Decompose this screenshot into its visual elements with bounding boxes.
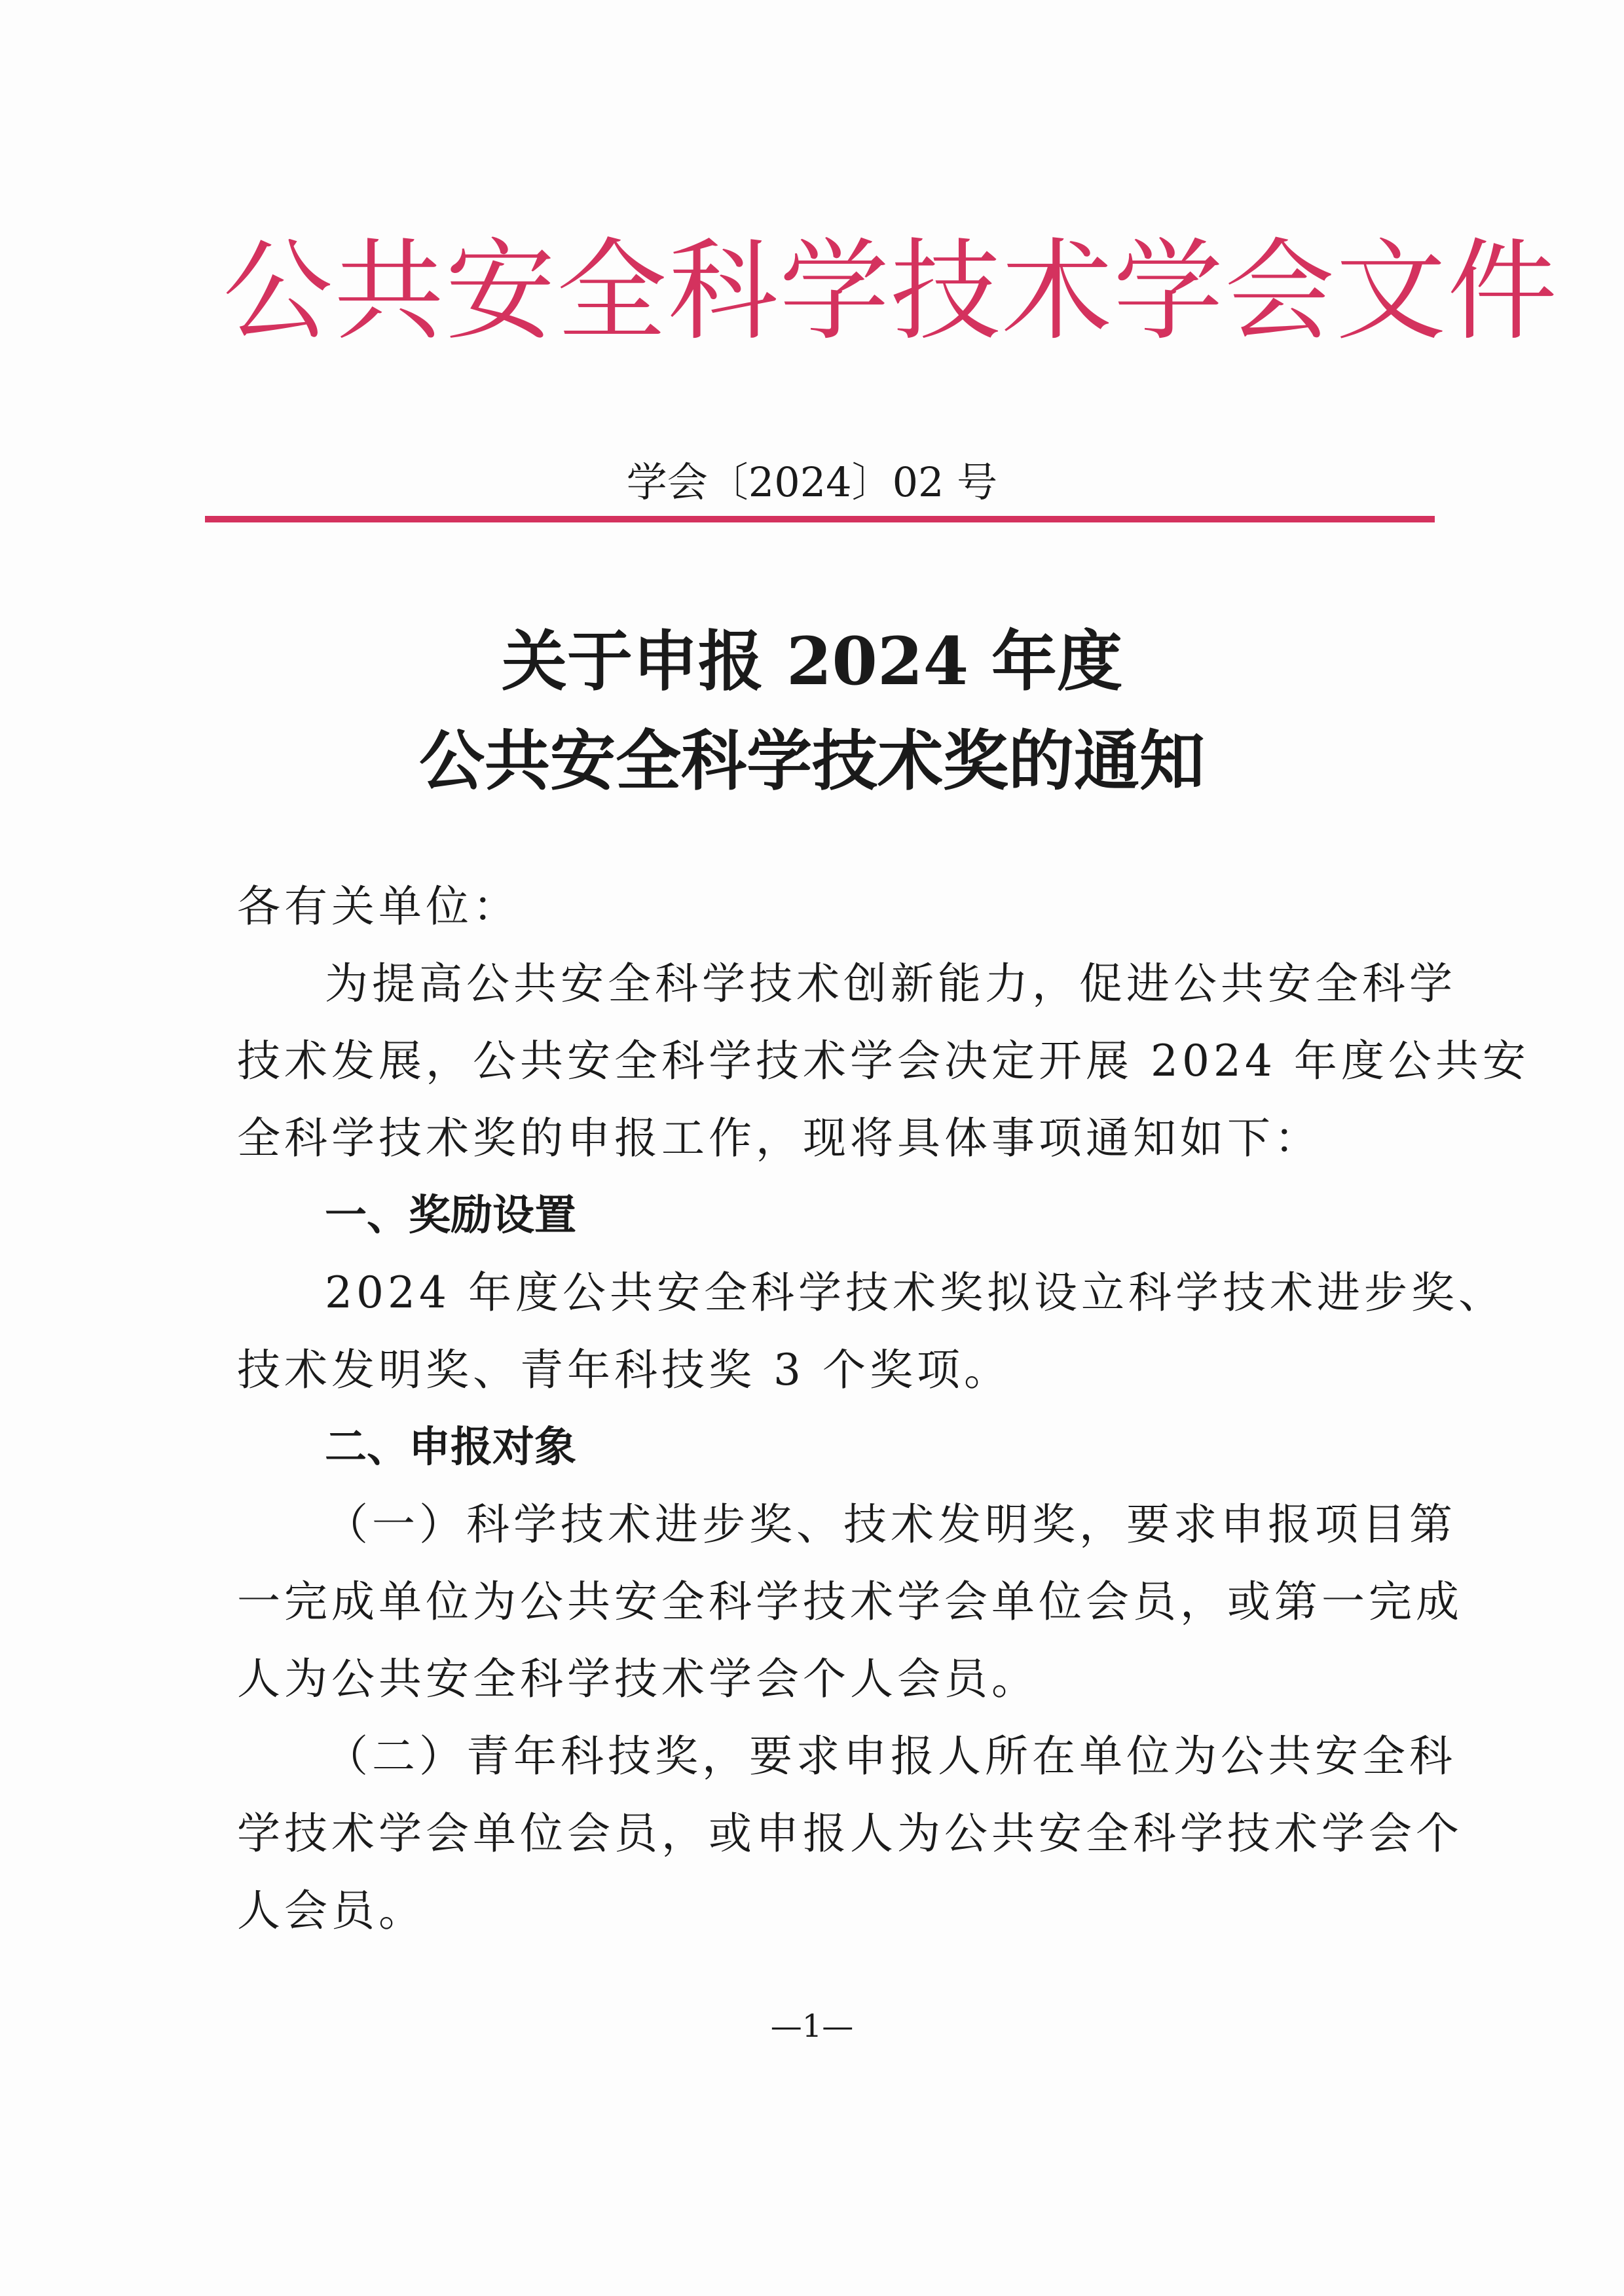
section1-line: 2024 年度公共安全科学技术奖拟设立科学技术进步奖、 bbox=[325, 1267, 1505, 1318]
page-number: —1— bbox=[770, 2008, 854, 2045]
section2-item2-line: 人会员。 bbox=[237, 1886, 426, 1936]
section1-line: 技术发明奖、青年科技奖 3 个奖项。 bbox=[237, 1345, 1011, 1395]
section-heading-awards: 一、奖励设置 bbox=[325, 1192, 576, 1240]
section2-item2-line: （二）青年科技奖，要求申报人所在单位为公共安全科 bbox=[325, 1731, 1456, 1781]
section2-item1-line: 人为公共安全科学技术学会个人会员。 bbox=[237, 1654, 1039, 1704]
section2-item1-line: 一完成单位为公共安全科学技术学会单位会员，或第一完成 bbox=[237, 1576, 1463, 1627]
notice-title-line-2: 公共安全科学技术奖的通知 bbox=[419, 722, 1205, 799]
intro-line: 全科学技术奖的申报工作，现将具体事项通知如下： bbox=[237, 1113, 1321, 1163]
intro-line: 为提高公共安全科学技术创新能力，促进公共安全科学 bbox=[325, 958, 1456, 1009]
document-number: 学会〔2024〕02 号 bbox=[626, 458, 998, 506]
section2-item2-line: 学技术学会单位会员，或申报人为公共安全科学技术学会个 bbox=[237, 1808, 1463, 1859]
section2-item1-line: （一）科学技术进步奖、技术发明奖，要求申报项目第 bbox=[325, 1499, 1456, 1550]
salutation: 各有关单位： bbox=[237, 881, 520, 932]
intro-line: 技术发展，公共安全科学技术学会决定开展 2024 年度公共安 bbox=[237, 1036, 1530, 1086]
red-separator-line bbox=[205, 516, 1435, 522]
section-heading-applicants: 二、申报对象 bbox=[325, 1423, 576, 1472]
org-file-title: 公共安全科学技术学会文件 bbox=[223, 227, 1559, 355]
notice-title-line-1: 关于申报 2024 年度 bbox=[502, 623, 1122, 700]
